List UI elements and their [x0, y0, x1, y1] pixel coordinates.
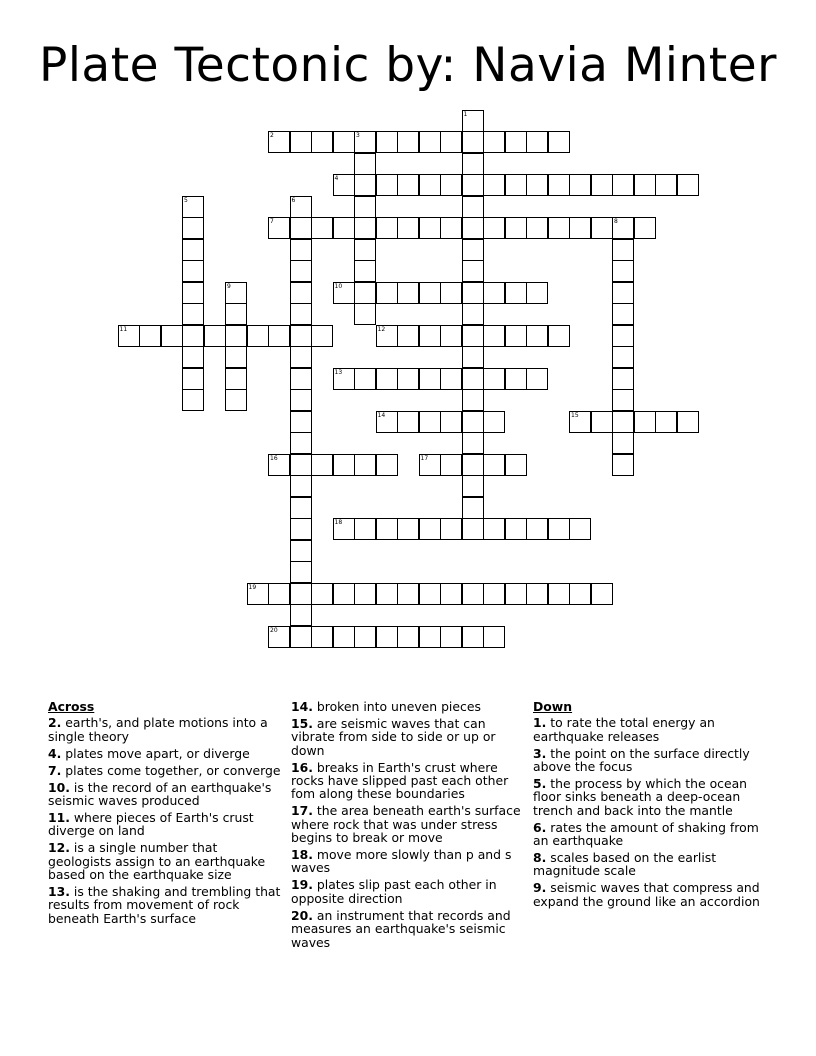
crossword-cell[interactable] [354, 282, 376, 304]
cell-number: 19 [248, 583, 257, 591]
across-clue [48, 811, 284, 838]
crossword-cell[interactable] [397, 325, 419, 347]
crossword-cell[interactable] [225, 282, 247, 304]
clue-text: rates the amount of shaking from an earthquake [533, 819, 759, 849]
crossword-cell[interactable] [505, 174, 527, 196]
crossword-cell[interactable] [247, 583, 269, 605]
crossword-cell[interactable] [440, 454, 462, 476]
cell-number: 13 [334, 368, 343, 376]
crossword-cell[interactable] [612, 303, 634, 325]
crossword-cell[interactable] [376, 368, 398, 390]
crossword-cell[interactable] [354, 454, 376, 476]
crossword-cell[interactable] [290, 131, 312, 153]
clue-number: 20. [291, 907, 313, 923]
clue-number: 18. [291, 847, 313, 863]
clue-number: 2. [48, 715, 62, 731]
crossword-cell[interactable] [419, 217, 441, 239]
crossword-cell[interactable] [161, 325, 183, 347]
clue-text: move more slowly than p and s waves [291, 847, 512, 876]
across-clue [48, 885, 284, 925]
crossword-cell[interactable] [526, 174, 548, 196]
clue-number: 11. [48, 809, 70, 825]
crossword-cell[interactable] [225, 389, 247, 411]
cell-number: 12 [377, 325, 386, 333]
crossword-cell[interactable] [462, 174, 484, 196]
crossword-cell[interactable] [333, 626, 355, 648]
crossword-cell[interactable] [333, 454, 355, 476]
crossword-cell[interactable] [419, 411, 441, 433]
crossword-cell[interactable] [333, 583, 355, 605]
clue-text: plates move apart, or diverge [65, 745, 250, 761]
down-heading: Down [533, 699, 573, 714]
crossword-cell[interactable] [397, 626, 419, 648]
clue-text: an instrument that records and measures an earthquake's seismic waves [291, 907, 511, 950]
crossword-cell[interactable] [225, 303, 247, 325]
down-clue [533, 821, 763, 848]
across-clue [291, 761, 527, 801]
crossword-cell[interactable] [526, 217, 548, 239]
crossword-cell[interactable] [290, 561, 312, 583]
clue-number: 13. [48, 883, 70, 899]
crossword-cell[interactable] [419, 325, 441, 347]
crossword-cell[interactable] [612, 454, 634, 476]
crossword-cell[interactable] [182, 325, 204, 347]
cell-number: 16 [270, 454, 278, 462]
crossword-cell[interactable] [268, 325, 290, 347]
cell-number: 7 [270, 218, 274, 225]
crossword-cell[interactable] [483, 583, 505, 605]
across-clue [48, 747, 284, 760]
crossword-cell[interactable] [376, 282, 398, 304]
cell-number: 15 [571, 411, 579, 419]
crossword-cell[interactable] [290, 368, 312, 390]
crossword-cell[interactable] [591, 411, 613, 433]
crossword-cell[interactable] [376, 411, 398, 433]
crossword-cell[interactable] [290, 604, 312, 626]
clue-text: is the shaking and trembling that results from movement of rock beneath Earth's surface [48, 883, 281, 926]
crossword-cell[interactable] [483, 282, 505, 304]
crossword-cell[interactable] [677, 411, 699, 433]
crossword-cell[interactable] [505, 454, 527, 476]
crossword-cell[interactable] [591, 174, 613, 196]
crossword-cell[interactable] [483, 518, 505, 540]
across-clues-column-2 [291, 700, 527, 952]
crossword-cell[interactable] [290, 583, 312, 605]
crossword-cell[interactable] [290, 475, 312, 497]
down-clue [533, 881, 763, 908]
clue-number: 12. [48, 840, 70, 856]
crossword-cell[interactable] [290, 346, 312, 368]
crossword-cell[interactable] [354, 368, 376, 390]
across-clue [291, 848, 527, 875]
cell-number: 1 [463, 110, 468, 118]
crossword-cell[interactable] [462, 282, 484, 304]
crossword-cell[interactable] [548, 131, 570, 153]
crossword-cell[interactable] [440, 174, 462, 196]
cell-number: 3 [356, 132, 360, 139]
crossword-cell[interactable] [376, 217, 398, 239]
crossword-cell[interactable] [268, 217, 290, 239]
crossword-cell[interactable] [462, 368, 484, 390]
down-clue [533, 777, 763, 817]
clue-text: plates come together, or converge [65, 762, 281, 778]
down-clues-column [533, 700, 763, 912]
cell-number: 18 [334, 519, 343, 526]
crossword-cell[interactable] [182, 282, 204, 304]
clue-number: 10. [48, 779, 70, 795]
crossword-cell[interactable] [419, 282, 441, 304]
crossword-cell[interactable] [354, 196, 376, 218]
crossword-cell[interactable] [440, 626, 462, 648]
crossword-cell[interactable] [526, 131, 548, 153]
crossword-cell[interactable] [376, 626, 398, 648]
crossword-cell[interactable] [419, 626, 441, 648]
crossword-cell[interactable] [290, 411, 312, 433]
crossword-cell[interactable] [483, 626, 505, 648]
across-clue [48, 716, 284, 743]
crossword-cell[interactable] [290, 497, 312, 519]
crossword-cell[interactable] [505, 217, 527, 239]
crossword-cell[interactable] [526, 518, 548, 540]
crossword-cell[interactable] [548, 583, 570, 605]
crossword-cell[interactable] [311, 217, 333, 239]
crossword-cell[interactable] [548, 174, 570, 196]
crossword-cell[interactable] [182, 239, 204, 261]
crossword-cell[interactable] [440, 131, 462, 153]
crossword-cell[interactable] [655, 411, 677, 433]
crossword-cell[interactable] [505, 282, 527, 304]
crossword-cell[interactable] [225, 325, 247, 347]
crossword-cell[interactable] [462, 411, 484, 433]
crossword-cell[interactable] [182, 389, 204, 411]
clue-text: the area beneath earth's surface where rock that was under stress begins to break or move [291, 803, 521, 846]
clue-text: the point on the surface directly above the focus [533, 745, 750, 775]
clue-number: 6. [533, 819, 547, 835]
crossword-cell[interactable] [612, 217, 634, 239]
crossword-cell[interactable] [483, 174, 505, 196]
crossword-cell[interactable] [290, 540, 312, 562]
crossword-cell[interactable] [419, 174, 441, 196]
clue-number: 19. [291, 877, 313, 893]
crossword-cell[interactable] [204, 325, 226, 347]
crossword-cell[interactable] [376, 583, 398, 605]
crossword-cell[interactable] [526, 583, 548, 605]
crossword-cell[interactable] [354, 583, 376, 605]
crossword-cell[interactable] [182, 303, 204, 325]
clue-text: plates slip past each other in opposite direction [291, 877, 497, 906]
crossword-cell[interactable] [354, 153, 376, 175]
crossword-cell[interactable] [419, 583, 441, 605]
crossword-cell[interactable] [462, 131, 484, 153]
crossword-cell[interactable] [419, 518, 441, 540]
crossword-cell[interactable] [612, 389, 634, 411]
crossword-cell[interactable] [354, 131, 376, 153]
crossword-cell[interactable] [397, 174, 419, 196]
crossword-cell[interactable] [290, 303, 312, 325]
crossword-cell[interactable] [419, 131, 441, 153]
crossword-cell[interactable] [397, 217, 419, 239]
crossword-cell[interactable] [462, 260, 484, 282]
crossword-cell[interactable] [612, 282, 634, 304]
crossword-cell[interactable] [290, 196, 312, 218]
crossword-cell[interactable] [612, 346, 634, 368]
clue-text: is a single number that geologists assign to an earthquake based on the earthquake size [48, 840, 266, 882]
crossword-cell[interactable] [483, 131, 505, 153]
crossword-cell[interactable] [526, 282, 548, 304]
across-clue [291, 878, 527, 905]
crossword-cell[interactable] [311, 626, 333, 648]
crossword-cell[interactable] [118, 325, 140, 347]
crossword-cell[interactable] [612, 325, 634, 347]
crossword-cell[interactable] [354, 303, 376, 325]
cell-number: 4 [334, 175, 339, 182]
crossword-cell[interactable] [505, 325, 527, 347]
crossword-cell[interactable] [397, 131, 419, 153]
crossword-cell[interactable] [462, 303, 484, 325]
crossword-cell[interactable] [505, 518, 527, 540]
clue-number: 1. [533, 715, 547, 731]
cell-number: 5 [184, 196, 188, 204]
cell-number: 14 [377, 411, 386, 419]
crossword-cell[interactable] [505, 583, 527, 605]
crossword-cell[interactable] [333, 518, 355, 540]
crossword-cell[interactable] [290, 518, 312, 540]
clue-text: earth's, and plate motions into a single theory [48, 715, 268, 744]
crossword-cell[interactable] [182, 368, 204, 390]
clue-text: to rate the total energy an earthquake releases [533, 715, 715, 744]
crossword-cell[interactable] [311, 454, 333, 476]
crossword-cell[interactable] [505, 131, 527, 153]
clue-text: is the record of an earthquake's seismic waves produced [48, 779, 272, 808]
crossword-cell[interactable] [397, 518, 419, 540]
crossword-cell[interactable] [462, 389, 484, 411]
crossword-cell[interactable] [290, 432, 312, 454]
crossword-cell[interactable] [376, 454, 398, 476]
across-clue [291, 909, 527, 949]
crossword-cell[interactable] [483, 217, 505, 239]
clue-text: are seismic waves that can vibrate from side to side or up or down [291, 715, 496, 758]
crossword-cell[interactable] [397, 282, 419, 304]
clue-text: scales based on the earlist magnitude scale [533, 850, 717, 879]
across-clue [48, 764, 284, 777]
down-clue [533, 716, 763, 743]
across-clue [48, 841, 284, 881]
clue-text: breaks in Earth's crust where rocks have slipped past each other fom along these boundaries [291, 759, 509, 802]
crossword-cell[interactable] [333, 282, 355, 304]
crossword-cell[interactable] [182, 346, 204, 368]
cell-number: 17 [420, 454, 429, 462]
crossword-cell[interactable] [311, 583, 333, 605]
crossword-cell[interactable] [290, 325, 312, 347]
crossword-cell[interactable] [268, 454, 290, 476]
cell-number: 9 [227, 282, 231, 290]
crossword-cell[interactable] [225, 346, 247, 368]
crossword-cell[interactable] [440, 518, 462, 540]
crossword-cell[interactable] [354, 626, 376, 648]
across-clue [291, 717, 527, 757]
cell-number: 6 [291, 196, 296, 204]
crossword-cell[interactable] [419, 454, 441, 476]
crossword-cell[interactable] [612, 239, 634, 261]
clue-text: broken into uneven pieces [316, 699, 481, 714]
crossword-cell[interactable] [569, 174, 591, 196]
crossword-cell[interactable] [483, 411, 505, 433]
crossword-cell[interactable] [505, 368, 527, 390]
clue-number: 5. [533, 776, 547, 792]
cell-number: 11 [119, 325, 128, 333]
crossword-cell[interactable] [440, 217, 462, 239]
crossword-cell[interactable] [612, 432, 634, 454]
crossword-cell[interactable] [612, 260, 634, 282]
crossword-cell[interactable] [548, 217, 570, 239]
crossword-cell[interactable] [376, 131, 398, 153]
crossword-cell[interactable] [440, 282, 462, 304]
crossword-cell[interactable] [612, 411, 634, 433]
crossword-cell[interactable] [462, 239, 484, 261]
crossword-cell[interactable] [290, 454, 312, 476]
crossword-cell[interactable] [462, 325, 484, 347]
crossword-cell[interactable] [462, 153, 484, 175]
crossword-cell[interactable] [182, 260, 204, 282]
crossword-cell[interactable] [440, 368, 462, 390]
crossword-cell[interactable] [333, 217, 355, 239]
crossword-cell[interactable] [354, 174, 376, 196]
clue-number: 4. [48, 745, 62, 761]
cell-number: 10 [334, 282, 343, 290]
crossword-cell[interactable] [462, 454, 484, 476]
crossword-cell[interactable] [290, 626, 312, 648]
crossword-cell[interactable] [247, 325, 269, 347]
clue-number: 9. [533, 880, 547, 896]
crossword-cell[interactable] [483, 454, 505, 476]
crossword-cell[interactable] [268, 583, 290, 605]
cell-number: 2 [270, 132, 274, 139]
crossword-cell[interactable] [462, 497, 484, 519]
crossword-cell[interactable] [634, 174, 656, 196]
crossword-cell[interactable] [333, 368, 355, 390]
crossword-cell[interactable] [462, 626, 484, 648]
crossword-cell[interactable] [462, 583, 484, 605]
crossword-cell[interactable] [290, 389, 312, 411]
crossword-cell[interactable] [290, 260, 312, 282]
clue-number: 8. [533, 850, 547, 866]
crossword-cell[interactable] [376, 325, 398, 347]
crossword-cell[interactable] [548, 518, 570, 540]
crossword-cell[interactable] [462, 217, 484, 239]
crossword-cell[interactable] [462, 518, 484, 540]
crossword-cell[interactable] [483, 325, 505, 347]
crossword-cell[interactable] [290, 282, 312, 304]
crossword-cell[interactable] [376, 174, 398, 196]
crossword-cell[interactable] [268, 626, 290, 648]
crossword-cell[interactable] [311, 325, 333, 347]
crossword-cell[interactable] [526, 368, 548, 390]
crossword-cell[interactable] [376, 518, 398, 540]
clue-number: 16. [291, 759, 313, 775]
crossword-cell[interactable] [333, 174, 355, 196]
crossword-cell[interactable] [354, 239, 376, 261]
clue-number: 14. [291, 699, 313, 714]
crossword-cell[interactable] [354, 217, 376, 239]
crossword-cell[interactable] [634, 217, 656, 239]
clue-text: where pieces of Earth's crust diverge on land [48, 809, 254, 839]
crossword-cell[interactable] [526, 325, 548, 347]
clue-text: seismic waves that compress and expand the ground like an accordion [533, 880, 760, 909]
crossword-cell[interactable] [483, 368, 505, 390]
crossword-cell[interactable] [612, 174, 634, 196]
crossword-cell[interactable] [182, 217, 204, 239]
clue-number: 15. [291, 715, 313, 731]
clue-text: the process by which the ocean floor sinks beneath a deep-ocean trench and back into the mantle [533, 776, 748, 818]
crossword-cell[interactable] [569, 217, 591, 239]
crossword-cell[interactable] [354, 518, 376, 540]
crossword-cell[interactable] [655, 174, 677, 196]
page-title: Plate Tectonic by: Navia Minter [39, 38, 777, 93]
clue-number: 7. [48, 762, 62, 778]
clue-number: 3. [533, 745, 547, 761]
crossword-cell[interactable] [139, 325, 161, 347]
crossword-cell[interactable] [462, 432, 484, 454]
cell-number: 8 [614, 218, 618, 225]
crossword-cell[interactable] [569, 583, 591, 605]
crossword-cell[interactable] [419, 368, 441, 390]
cell-number: 20 [270, 626, 278, 634]
crossword-cell[interactable] [397, 583, 419, 605]
clue-number: 17. [291, 803, 313, 819]
crossword-cell[interactable] [569, 518, 591, 540]
crossword-cell[interactable] [182, 196, 204, 218]
crossword-cell[interactable] [290, 239, 312, 261]
crossword-cell[interactable] [591, 217, 613, 239]
across-clue [291, 804, 527, 844]
crossword-cell[interactable] [569, 411, 591, 433]
crossword-cell[interactable] [268, 131, 290, 153]
crossword-cell[interactable] [290, 217, 312, 239]
crossword-cell[interactable] [354, 260, 376, 282]
across-clues-column-1 [48, 700, 284, 929]
crossword-cell[interactable] [397, 368, 419, 390]
crossword-cell[interactable] [612, 368, 634, 390]
crossword-cell[interactable] [225, 368, 247, 390]
across-clue [291, 700, 527, 713]
crossword-cell[interactable] [440, 411, 462, 433]
crossword-cell[interactable] [677, 174, 699, 196]
crossword-cell[interactable] [397, 411, 419, 433]
crossword-cell[interactable] [462, 475, 484, 497]
down-clue [533, 747, 763, 774]
crossword-cell[interactable] [591, 583, 613, 605]
crossword-cell[interactable] [440, 583, 462, 605]
across-heading: Across [48, 699, 95, 714]
crossword-cell[interactable] [311, 131, 333, 153]
crossword-cell[interactable] [548, 325, 570, 347]
across-clue [48, 781, 284, 808]
crossword-cell[interactable] [634, 411, 656, 433]
crossword-cell[interactable] [462, 346, 484, 368]
crossword-cell[interactable] [333, 131, 355, 153]
crossword-cell[interactable] [462, 196, 484, 218]
crossword-cell[interactable] [462, 110, 484, 132]
crossword-cell[interactable] [440, 325, 462, 347]
down-clue [533, 851, 763, 878]
